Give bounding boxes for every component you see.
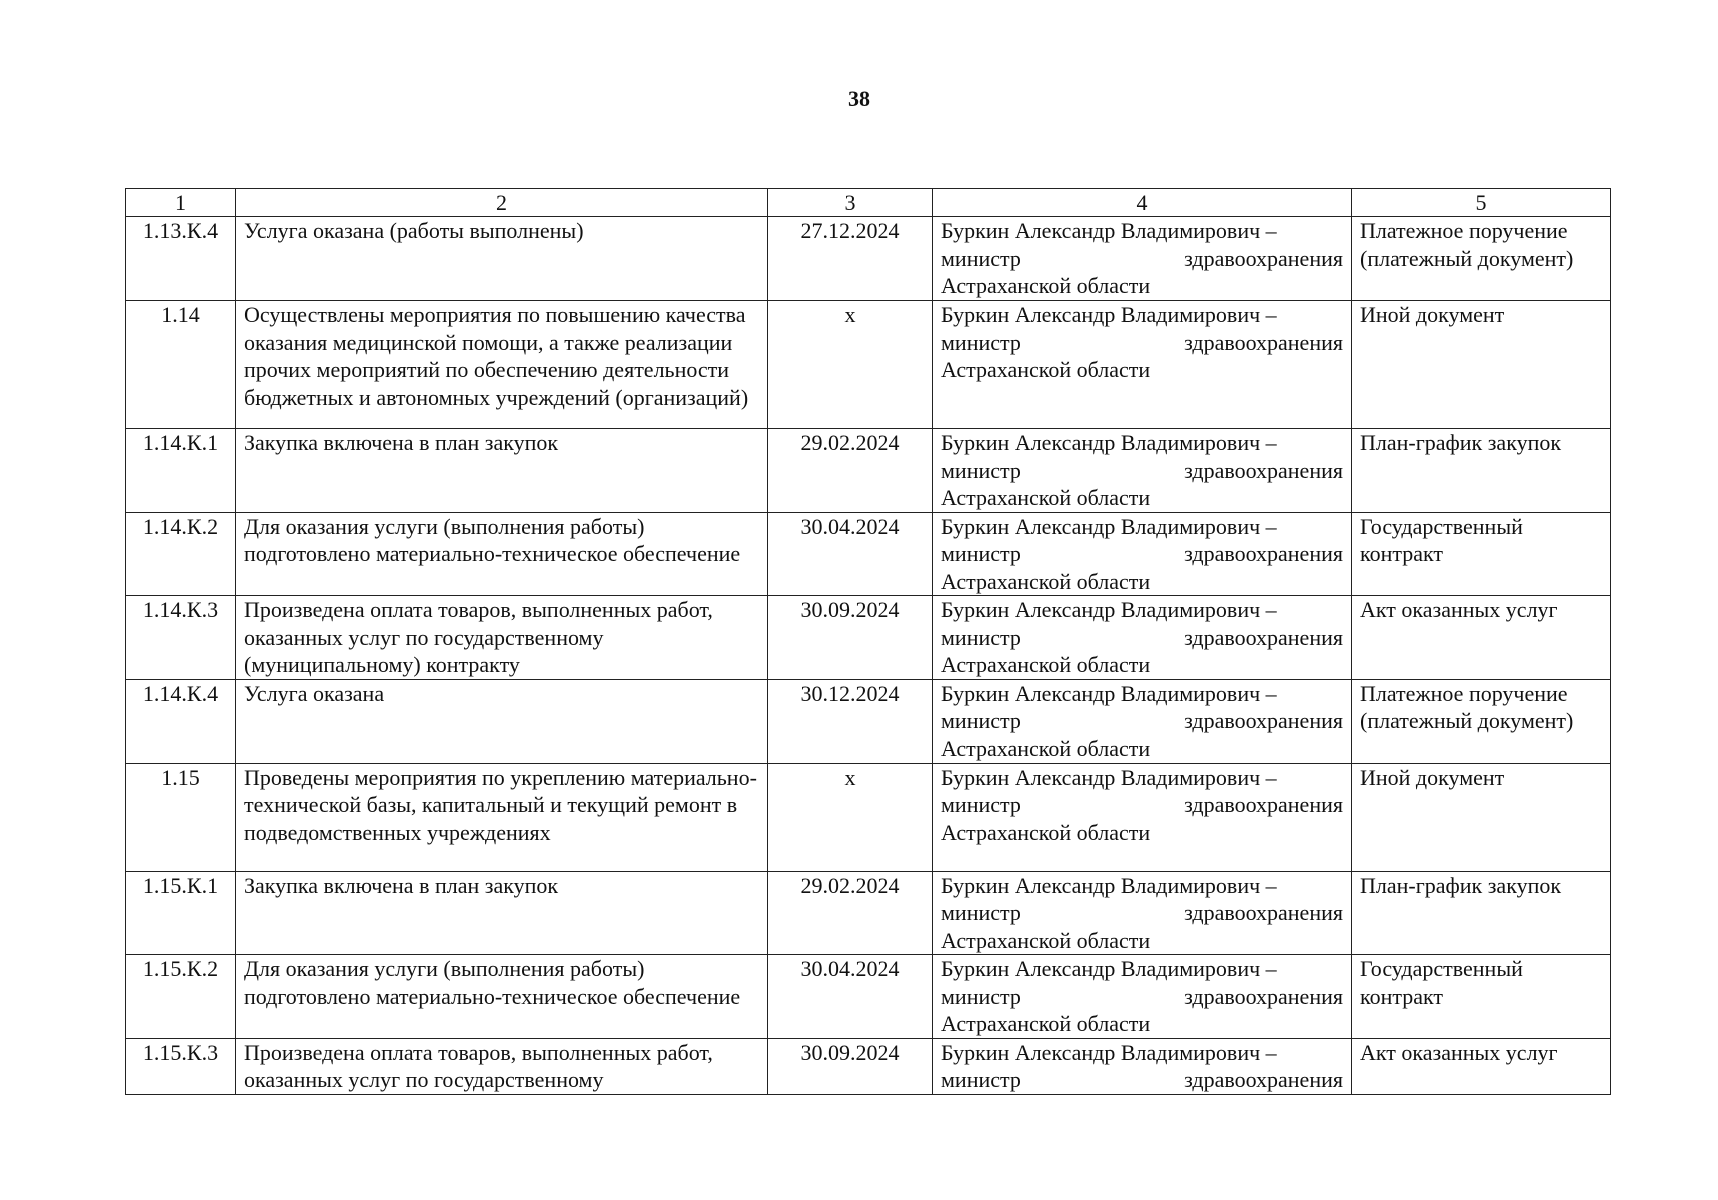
item-number: 1.15.К.2	[126, 955, 236, 1039]
item-number: 1.14.К.3	[126, 596, 236, 680]
responsible-name: Буркин Александр Владимирович –	[941, 764, 1277, 790]
item-document: Государственный контракт	[1352, 955, 1611, 1039]
responsible-region: Астраханской области	[941, 735, 1151, 761]
responsible-region: Астраханской области	[941, 273, 1151, 298]
item-date: 29.02.2024	[768, 429, 933, 513]
column-header: 4	[933, 189, 1352, 217]
item-document: Платежное поручение (платежный документ)	[1352, 217, 1611, 301]
item-date: 29.02.2024	[768, 871, 933, 955]
item-description: Осуществлены мероприятия по повышению качества оказания медицинской помощи, а также реализации прочих мероприятий по обеспечению деятельности бюджетных и автономных учреждений (организаций)	[236, 301, 768, 429]
responsible-name: Буркин Александр Владимирович –	[941, 513, 1277, 539]
table-row	[126, 1038, 1611, 1094]
responsible-name: Буркин Александр Владимирович –	[941, 872, 1277, 898]
item-date: 30.09.2024	[768, 596, 933, 680]
item-responsible	[933, 763, 1352, 871]
item-responsible	[933, 871, 1352, 955]
responsible-region: Астраханской области	[941, 357, 1151, 382]
item-responsible	[933, 217, 1352, 301]
responsible-region: Астраханской области	[941, 652, 1151, 677]
document-table	[125, 188, 1611, 1095]
responsible-position: министр здравоохранения	[941, 245, 1343, 271]
responsible-region: Астраханской области	[941, 1011, 1151, 1036]
item-date: 30.04.2024	[768, 512, 933, 596]
item-description: Произведена оплата товаров, выполненных работ, оказанных услуг по государственному (муниципальному) контракту	[236, 596, 768, 680]
item-description: Проведены мероприятия по укреплению материально-технической базы, капитальный и текущий ремонт в подведомственных учреждениях	[236, 763, 768, 871]
column-header: 5	[1352, 189, 1611, 217]
item-number: 1.15	[126, 763, 236, 871]
table-row	[126, 871, 1611, 955]
item-number: 1.15.К.1	[126, 871, 236, 955]
header-row	[126, 189, 1611, 217]
item-description: Закупка включена в план закупок	[236, 871, 768, 955]
item-description: Произведена оплата товаров, выполненных работ, оказанных услуг по государственному	[236, 1038, 768, 1094]
item-responsible	[933, 955, 1352, 1039]
item-document: Иной документ	[1352, 301, 1611, 429]
item-description: Для оказания услуги (выполнения работы) подготовлено материально-техническое обеспечение	[236, 955, 768, 1039]
page-number: 38	[848, 86, 870, 111]
item-date: x	[768, 301, 933, 429]
responsible-position: министр здравоохранения	[941, 541, 1343, 566]
responsible-position: министр здравоохранения	[941, 329, 1343, 355]
item-document: Акт оказанных услуг	[1352, 1038, 1611, 1094]
item-number: 1.14	[126, 301, 236, 429]
item-description: Закупка включена в план закупок	[236, 429, 768, 513]
column-header: 3	[768, 189, 933, 217]
responsible-position: министр здравоохранения	[941, 457, 1343, 483]
column-header: 2	[236, 189, 768, 217]
item-date: 30.12.2024	[768, 679, 933, 763]
column-header: 1	[126, 189, 236, 217]
responsible-name: Буркин Александр Владимирович –	[941, 680, 1277, 706]
responsible-position: министр здравоохранения	[941, 792, 1343, 817]
responsible-name: Буркин Александр Владимирович –	[941, 1039, 1277, 1065]
responsible-region: Астраханской области	[941, 819, 1151, 845]
responsible-position: министр здравоохранения	[941, 1067, 1343, 1092]
table-row	[126, 429, 1611, 513]
responsible-position: министр здравоохранения	[941, 900, 1343, 925]
item-date: 30.09.2024	[768, 1038, 933, 1094]
item-number: 1.14.К.1	[126, 429, 236, 513]
responsible-position: министр здравоохранения	[941, 624, 1343, 650]
responsible-region: Астраханской области	[941, 927, 1151, 953]
item-document: План-график закупок	[1352, 429, 1611, 513]
item-date: 30.04.2024	[768, 955, 933, 1039]
item-description: Услуга оказана	[236, 679, 768, 763]
item-document: Иной документ	[1352, 763, 1611, 871]
responsible-name: Буркин Александр Владимирович –	[941, 430, 1277, 455]
table-row	[126, 217, 1611, 301]
item-responsible	[933, 429, 1352, 513]
item-document: Государственный контракт	[1352, 512, 1611, 596]
item-responsible	[933, 679, 1352, 763]
responsible-name: Буркин Александр Владимирович –	[941, 218, 1277, 243]
responsible-name: Буркин Александр Владимирович –	[941, 956, 1277, 981]
item-number: 1.13.К.4	[126, 217, 236, 301]
item-responsible	[933, 512, 1352, 596]
responsible-position: министр здравоохранения	[941, 708, 1343, 733]
table-row	[126, 763, 1611, 871]
responsible-region: Астраханской области	[941, 568, 1151, 594]
responsible-region: Астраханской области	[941, 485, 1151, 510]
item-document: Платежное поручение (платежный документ)	[1352, 679, 1611, 763]
item-number: 1.14.К.2	[126, 512, 236, 596]
item-number: 1.14.К.4	[126, 679, 236, 763]
table-row	[126, 679, 1611, 763]
table-row	[126, 512, 1611, 596]
item-description: Услуга оказана (работы выполнены)	[236, 217, 768, 301]
item-document: Акт оказанных услуг	[1352, 596, 1611, 680]
table-row	[126, 596, 1611, 680]
table-row	[126, 301, 1611, 429]
responsible-position: министр здравоохранения	[941, 983, 1343, 1009]
responsible-name: Буркин Александр Владимирович –	[941, 302, 1277, 327]
table-row	[126, 955, 1611, 1039]
item-description: Для оказания услуги (выполнения работы) подготовлено материально-техническое обеспечение	[236, 512, 768, 596]
responsible-name: Буркин Александр Владимирович –	[941, 597, 1277, 622]
item-date: 27.12.2024	[768, 217, 933, 301]
item-responsible	[933, 596, 1352, 680]
item-date: x	[768, 763, 933, 871]
item-document: План-график закупок	[1352, 871, 1611, 955]
item-responsible	[933, 1038, 1352, 1094]
item-number: 1.15.К.3	[126, 1038, 236, 1094]
item-responsible	[933, 301, 1352, 429]
